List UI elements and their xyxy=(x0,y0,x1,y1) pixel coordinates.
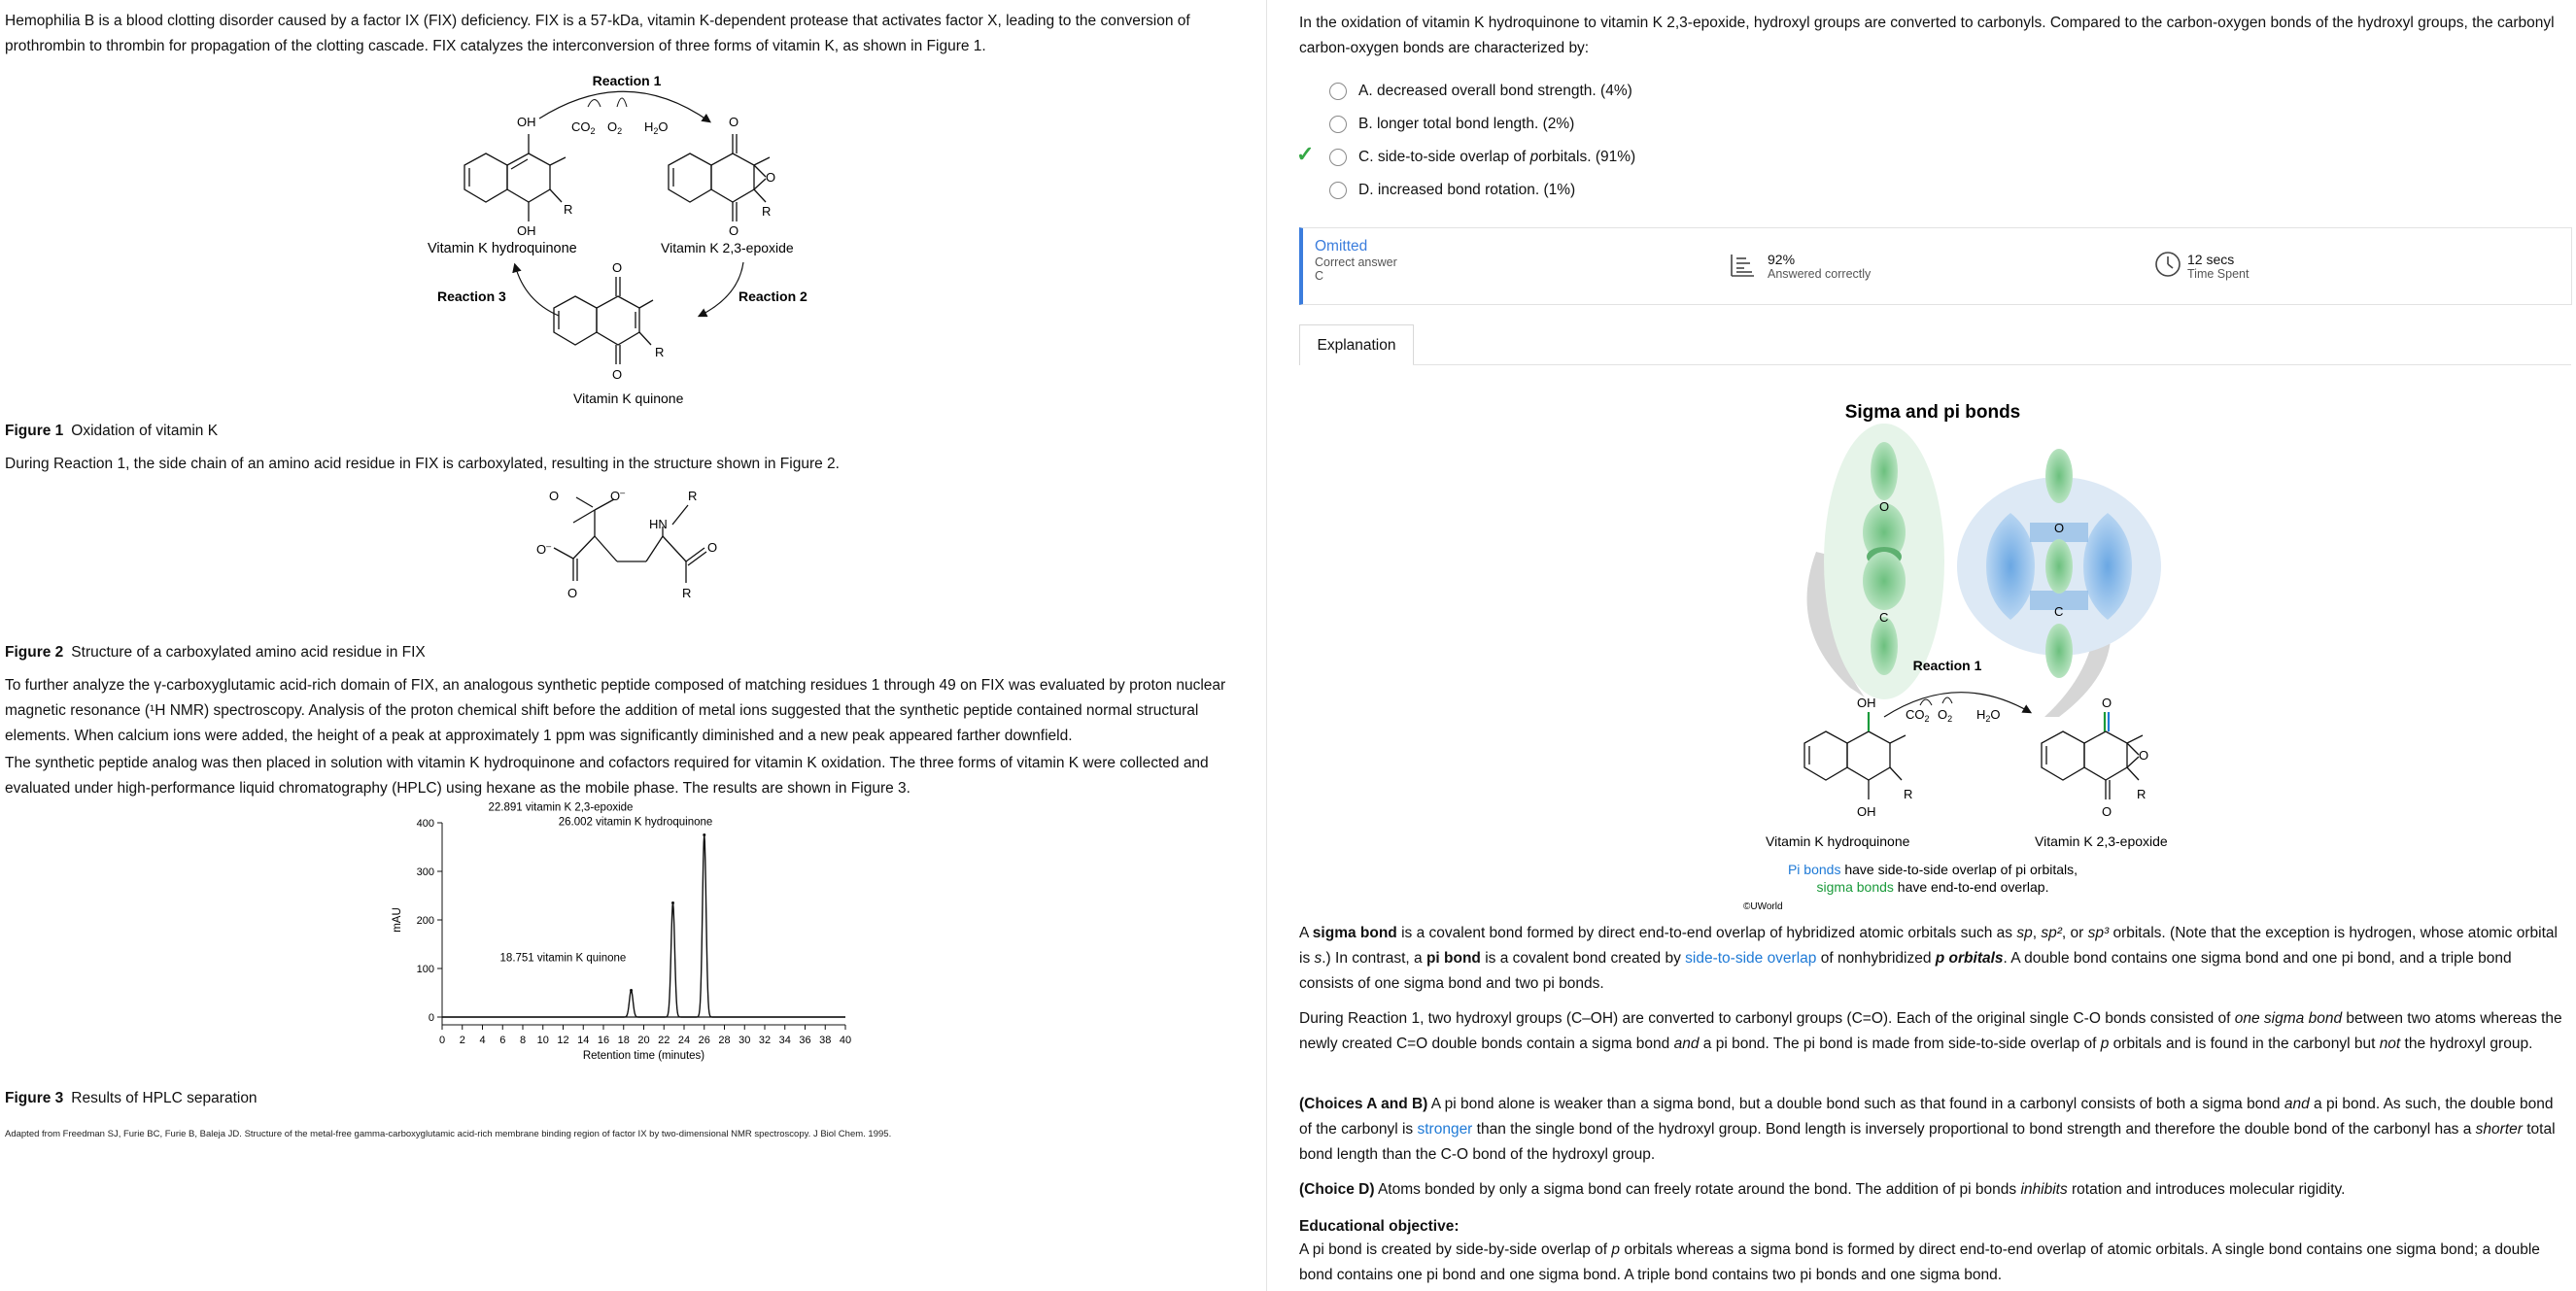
exp2-g: orbitals and is found in the carbonyl but xyxy=(2109,1036,2380,1052)
radio-c[interactable] xyxy=(1329,149,1347,166)
svg-text:O–: O– xyxy=(536,541,552,557)
figure-3-number: Figure 3 xyxy=(5,1090,64,1106)
explanation-para-3 xyxy=(1299,1092,2562,1168)
sigma-bonds-text: sigma bonds xyxy=(1816,879,1894,895)
x-tick-label: 0 xyxy=(438,1035,446,1046)
figure-3-caption xyxy=(5,1090,258,1107)
svg-text:R: R xyxy=(655,345,665,359)
y-tick-label: 400 xyxy=(416,818,434,830)
edu-c: orbitals whereas a sigma bond is formed by direct end-to-end overlap of atomic orbitals. A single bond contains one sigma bond; a double bond contains one pi bond and one sigma bond. A triple bond contains two pi bonds and one sigma bond. xyxy=(1299,1241,2540,1283)
svg-text:O2: $O_2$ xyxy=(607,119,623,136)
exp2-h: not xyxy=(2379,1036,2401,1052)
svg-text:O: O xyxy=(2102,804,2112,819)
figure-3-hplc-chart xyxy=(384,801,860,1083)
figure-2-caption-text: Structure of a carboxylated amino acid residue in FIX xyxy=(71,644,426,661)
svg-text:OH: OH xyxy=(517,223,536,238)
exp1-sp: sp xyxy=(2016,925,2033,941)
svg-text:H2O: $H_2O$ xyxy=(644,119,669,136)
exp3-g: shorter xyxy=(2475,1121,2523,1138)
hplc-trace xyxy=(442,835,845,1017)
educational-objective-text xyxy=(1299,1238,2562,1288)
exp2-b: one sigma bond xyxy=(2234,1010,2343,1027)
figure-3-caption-text: Results of HPLC separation xyxy=(71,1090,258,1106)
choice-d-pct: (1%) xyxy=(1543,182,1576,198)
exp1-sigma-bond: sigma bond xyxy=(1312,925,1397,941)
question-pane xyxy=(1267,0,2576,1291)
exp4-a: (Choice D) xyxy=(1299,1181,1375,1198)
choice-c-italic: p xyxy=(1529,149,1539,165)
svg-text:O: O xyxy=(2139,748,2149,763)
choice-c-text: side-to-side overlap of xyxy=(1377,149,1530,165)
exp2-c: between two atoms whereas the newly created C=O double bonds contain a sigma bond xyxy=(1299,1010,2562,1052)
stats-panel xyxy=(1299,227,2572,305)
correct-answer-label: Correct answer xyxy=(1315,255,1397,269)
omitted-status: Omitted xyxy=(1315,238,1368,255)
svg-text:O: O xyxy=(729,223,739,238)
explanation-para-1 xyxy=(1299,921,2562,997)
reaction-3-label: Reaction 3 xyxy=(437,289,506,304)
svg-text:CO2: $CO_2$ xyxy=(1906,707,1930,724)
question-stem: In the oxidation of vitamin K hydroquinone to vitamin K 2,3-epoxide, hydroxyl groups are converted to carbonyls. Compared to the carbon-oxygen bonds of the hydroxyl groups, the carbonyl carbon-oxygen bonds are characterized by: xyxy=(1299,15,2555,56)
explanation-para-2 xyxy=(1299,1006,2562,1057)
svg-text:O: O xyxy=(612,260,623,275)
percent-correct-label: Answered correctly xyxy=(1768,267,1872,281)
pi-bonds-text: Pi bonds xyxy=(1787,862,1841,877)
exp1-sp3: sp³ xyxy=(2087,925,2110,941)
x-tick-label: 40 xyxy=(839,1035,852,1046)
x-tick-label: 26 xyxy=(698,1035,710,1046)
svg-text:C: C xyxy=(2054,604,2064,619)
exp2-d: and xyxy=(1673,1036,1700,1052)
peak-label: 18.751 vitamin K quinone xyxy=(499,952,627,965)
figure-2-number: Figure 2 xyxy=(5,644,64,661)
exp3-c: and xyxy=(2284,1096,2310,1112)
exp1-i: orbitals. (Note that the exception is hydrogen, whose atomic orbital is xyxy=(1299,925,2558,967)
stronger-link[interactable]: stronger xyxy=(1417,1121,1473,1138)
side-to-side-overlap-link[interactable]: side-to-side overlap xyxy=(1685,950,1817,967)
radio-a[interactable] xyxy=(1329,83,1347,100)
svg-text:O: O xyxy=(2102,696,2112,710)
choice-c-pct: (91%) xyxy=(1595,149,1636,165)
percent-icon xyxy=(1729,252,1756,284)
svg-text:R: R xyxy=(1904,787,1913,801)
x-tick-label: 34 xyxy=(778,1035,791,1046)
copyright: ©UWorld xyxy=(1743,901,1783,912)
svg-text:R: R xyxy=(762,204,772,219)
exp2-e: a pi bond. The pi bond is made from side-to-side overlap of xyxy=(1699,1036,2101,1052)
tab-explanation[interactable]: Explanation xyxy=(1299,324,1414,365)
quinone-label: Vitamin K quinone xyxy=(573,391,684,406)
x-tick-label: 6 xyxy=(499,1035,506,1046)
exp1-pi-bond: pi bond xyxy=(1425,950,1481,967)
choice-b-pct: (2%) xyxy=(1542,116,1575,132)
epoxide-label: Vitamin K 2,3-epoxide xyxy=(661,240,794,255)
svg-text:R: R xyxy=(682,586,692,600)
exp1-m: is a covalent bond created by xyxy=(1480,950,1686,967)
peak-label: 22.891 vitamin K 2,3-epoxide xyxy=(488,801,634,814)
explanation-para-4 xyxy=(1299,1177,2562,1203)
choice-c[interactable] xyxy=(1329,146,1635,169)
svg-text:C: C xyxy=(1879,610,1889,625)
svg-text:O: O xyxy=(729,115,739,129)
choice-d-text: increased bond rotation. xyxy=(1377,182,1540,198)
svg-text:OH: OH xyxy=(517,115,536,129)
x-tick-label: 12 xyxy=(557,1035,569,1046)
choice-b[interactable] xyxy=(1329,113,1574,136)
x-tick-label: 18 xyxy=(617,1035,630,1046)
svg-text:H2O: $H_2O$ xyxy=(1976,707,2001,724)
x-axis-label: Retention time (minutes) xyxy=(582,1050,705,1062)
pi-bonds-rest: have side-to-side overlap of pi orbitals, xyxy=(1840,862,2078,877)
exp4-c: inhibits xyxy=(2020,1181,2068,1198)
svg-text:R: R xyxy=(564,202,573,217)
reaction-2-label: Reaction 2 xyxy=(738,289,807,304)
exp1-q: . A double bond contains one sigma bond and one pi bond, and a triple bond consists of one sigma bond and two pi bonds. xyxy=(1299,950,2512,992)
y-tick-label: 0 xyxy=(428,1012,434,1024)
figure-1-caption-text: Oxidation of vitamin K xyxy=(71,423,219,439)
peak-label: 26.002 vitamin K hydroquinone xyxy=(558,816,713,829)
clock-icon xyxy=(2153,250,2182,284)
svg-text:OH: OH xyxy=(1857,804,1876,819)
svg-text:O: O xyxy=(707,540,718,555)
exp2-f: p xyxy=(2100,1036,2110,1052)
choice-b-text: longer total bond length. xyxy=(1376,116,1539,132)
svg-text:CO2: $CO_2$ xyxy=(571,119,596,136)
fig-reaction-1-label: Reaction 1 xyxy=(1912,658,1982,673)
x-tick-label: 4 xyxy=(479,1035,486,1046)
percent-correct-value: 92% xyxy=(1768,252,1796,267)
sigma-bonds-rest: have end-to-end overlap. xyxy=(1893,879,2049,895)
exp3-a: (Choices A and B) xyxy=(1299,1096,1428,1112)
x-tick-label: 24 xyxy=(677,1035,691,1046)
x-tick-label: 28 xyxy=(718,1035,731,1046)
choice-a-text: decreased overall bond strength. xyxy=(1376,83,1597,99)
time-spent-value: 12 secs xyxy=(2187,252,2235,267)
figure-1-number: Figure 1 xyxy=(5,423,64,439)
correct-answer-value: C xyxy=(1315,269,1324,283)
x-tick-label: 32 xyxy=(758,1035,772,1046)
choice-d-letter: D. xyxy=(1358,182,1374,198)
x-tick-label: 22 xyxy=(658,1035,670,1046)
citation: Adapted from Freedman SJ, Furie BC, Furie B, Baleja JD. Structure of the metal-free gamma-carboxyglutamic acid-rich membrane binding region of factor IX by two-dimensional NMR spectroscopy. J Biol Chem. 1995. xyxy=(5,1129,892,1139)
exp2-a: During Reaction 1, two hydroxyl groups (C–OH) are converted to carbonyl groups (C=O). Each of the original single C-O bonds consisted of xyxy=(1299,1010,2235,1027)
edu-b: p xyxy=(1611,1241,1621,1258)
svg-text:R: R xyxy=(688,489,698,503)
svg-text:O: O xyxy=(766,170,776,185)
svg-text:HN: HN xyxy=(649,517,668,531)
hydroquinone-label: Vitamin K hydroquinone xyxy=(428,241,577,256)
educational-objective-title: Educational objective: xyxy=(1299,1218,1460,1235)
x-tick-label: 2 xyxy=(459,1035,465,1046)
radio-d[interactable] xyxy=(1329,182,1347,199)
peak-point xyxy=(671,901,674,904)
exp1-k: .) In contrast, a xyxy=(1322,950,1426,967)
exp1-o: of nonhybridized xyxy=(1816,950,1936,967)
exp1-s: s xyxy=(1314,950,1322,967)
y-axis-label: mAU xyxy=(392,907,403,933)
choice-c-letter: C. xyxy=(1358,149,1374,165)
peak-point xyxy=(630,989,633,992)
passage-para-2: During Reaction 1, the side chain of an amino acid residue in FIX is carboxylated, resulting in the structure shown in Figure 2. xyxy=(5,456,840,472)
x-tick-label: 20 xyxy=(637,1035,650,1046)
svg-text:O2: $O_2$ xyxy=(1938,707,1953,724)
x-tick-label: 38 xyxy=(819,1035,832,1046)
exp1-a: A xyxy=(1299,925,1313,941)
choice-c-text2: orbitals. xyxy=(1538,149,1592,165)
fig-caption-line-1 xyxy=(1788,862,2078,877)
y-tick-label: 300 xyxy=(416,866,434,878)
svg-text:O: O xyxy=(567,586,578,600)
svg-text:O: O xyxy=(2054,521,2065,535)
exp2-i: the hydroxyl group. xyxy=(2400,1036,2533,1052)
figure-1-caption xyxy=(5,423,218,440)
figure-1-vitamin-k-cycle xyxy=(428,68,836,418)
exp3-h: total bond length than the C-O bond of the hydroxyl group. xyxy=(1299,1121,2556,1163)
choice-a-letter: A. xyxy=(1358,83,1373,99)
svg-text:O: O xyxy=(549,489,560,503)
reaction-1-label: Reaction 1 xyxy=(592,73,662,88)
passage-pane xyxy=(0,0,1266,1291)
choice-a-pct: (4%) xyxy=(1600,83,1632,99)
fig-epoxide-label: Vitamin K 2,3-epoxide xyxy=(2035,833,2168,849)
exp4-b: Atoms bonded by only a sigma bond can freely rotate around the bond. The addition of pi bonds xyxy=(1374,1181,2021,1198)
peak-point xyxy=(703,833,705,836)
exp1-c: is a covalent bond formed by direct end-to-end overlap of hybridized atomic orbitals such as xyxy=(1396,925,2017,941)
x-tick-label: 14 xyxy=(577,1035,590,1046)
radio-b[interactable] xyxy=(1329,116,1347,133)
fig-caption-line-2 xyxy=(1817,879,2049,895)
y-tick-label: 200 xyxy=(416,915,434,927)
choice-b-letter: B. xyxy=(1358,116,1373,132)
svg-text:R: R xyxy=(2137,787,2147,801)
correct-check-icon: ✓ xyxy=(1296,142,1315,166)
svg-text:O: O xyxy=(612,367,623,382)
exp1-sp2: sp² xyxy=(2041,925,2062,941)
x-tick-label: 8 xyxy=(519,1035,527,1046)
exp1-e: , xyxy=(2032,925,2042,941)
x-tick-label: 10 xyxy=(536,1035,549,1046)
exp3-f: than the single bond of the hydroxyl group. Bond length is inversely proportional to bond strength and therefore the double bond of the carbonyl has a xyxy=(1472,1121,2476,1138)
passage-intro: Hemophilia B is a blood clotting disorder caused by a factor IX (FIX) deficiency. FIX is a 57-kDa, vitamin K-dependent protease that activates factor X, leading to the conversion of prothrombin to thrombin for propagation of the clotting cascade. FIX catalyzes the interconversion of three forms of vitamin K, as shown in Figure 1. xyxy=(5,13,1190,54)
fig-hydroquinone-label: Vitamin K hydroquinone xyxy=(1766,833,1910,849)
exp1-g: , or xyxy=(2061,925,2088,941)
svg-text:OH: OH xyxy=(1857,696,1876,710)
time-spent-label: Time Spent xyxy=(2187,267,2250,281)
figure-2-caption xyxy=(5,644,426,662)
choice-d[interactable] xyxy=(1329,179,1575,202)
exp4-d: rotation and introduces molecular rigidity. xyxy=(2067,1181,2346,1198)
exp3-b: A pi bond alone is weaker than a sigma bond, but a double bond such as that found in a carbonyl consists of both a sigma bond xyxy=(1427,1096,2284,1112)
exp3-d: a pi bond. As such, the double bond of the carbonyl is xyxy=(1299,1096,2554,1138)
exp1-p-orbitals: p orbitals xyxy=(1935,950,2004,967)
passage-para-3: To further analyze the γ-carboxyglutamic acid-rich domain of FIX, an analogous synthetic peptide composed of matching residues 1 through 49 on FIX was evaluated by proton nuclear magnetic resonance (¹H NMR) spectroscopy. Analysis of the proton chemical shift before the addition of metal ions suggested that the synthetic peptide contained normal structural elements. When calcium ions were added, the height of a peak at approximately 1 ppm was significantly diminished and a new peak appeared farther downfield. xyxy=(5,677,1226,744)
tab-underline xyxy=(1413,364,2571,365)
svg-text:O: O xyxy=(1879,499,1890,514)
edu-a: A pi bond is created by side-by-side overlap of xyxy=(1299,1241,1612,1258)
y-tick-label: 100 xyxy=(416,964,434,975)
x-tick-label: 30 xyxy=(738,1035,751,1046)
svg-text:O–: O– xyxy=(610,488,626,503)
x-tick-label: 36 xyxy=(799,1035,811,1046)
figure-title: Sigma and pi bonds xyxy=(1844,402,2021,423)
choice-a[interactable] xyxy=(1329,80,1632,103)
passage-para-4: The synthetic peptide analog was then placed in solution with vitamin K hydroquinone and cofactors required for vitamin K oxidation. The three forms of vitamin K were collected and evaluated under high-performance liquid chromatography (HPLC) using hexane as the mobile phase. The results are shown in Figure 3. xyxy=(5,755,1209,797)
figure-2-carboxylated-residue xyxy=(505,486,738,636)
x-tick-label: 16 xyxy=(597,1035,610,1046)
sigma-pi-figure xyxy=(1651,396,2234,921)
